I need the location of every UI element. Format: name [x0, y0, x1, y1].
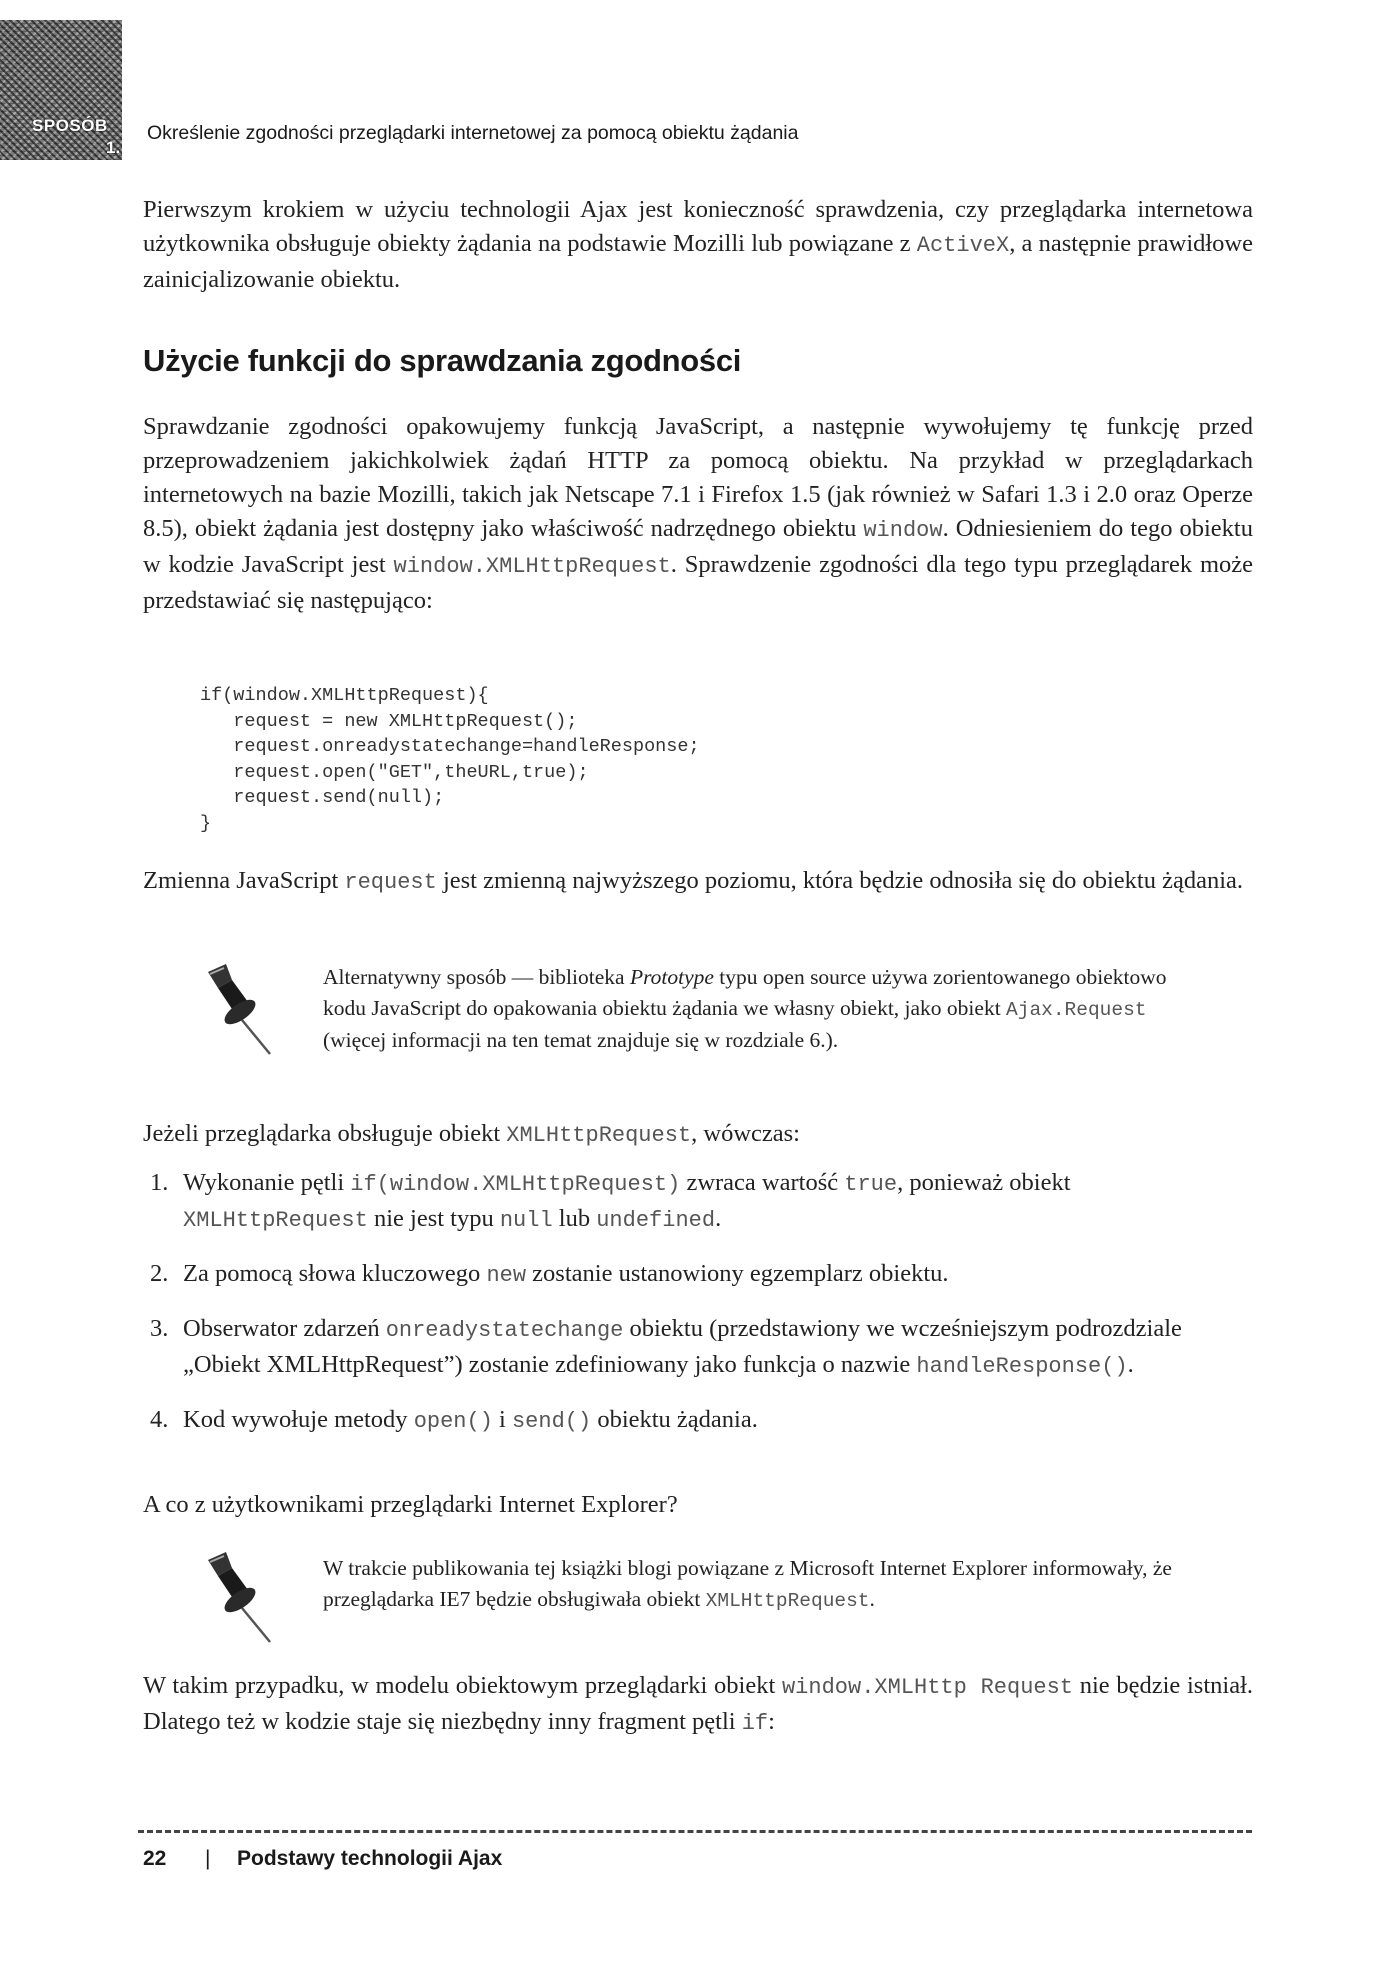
pushpin-icon [196, 1550, 276, 1646]
list-item: 2. Za pomocą słowa kluczowego new zostanie ustanowiony egzemplarz obiektu. [150, 1260, 949, 1288]
list-item: 3. Obserwator zdarzeń onreadystatechange obiektu (przedstawiony we wcześniejszym podrozdziale „Obiekt XMLHttpRequest”) zostanie zdefiniowany jako funkcja o nazwie handleResponse(). [150, 1315, 1182, 1379]
steps-list [150, 1166, 1254, 1458]
compatibility-paragraph: Sprawdzanie zgodności opakowujemy funkcją JavaScript, a następnie wywołujemy tę funkcję przed przeprowadzeniem jakichkolwiek żądań HTTP za pomocą obiektu. Na przykład w przeglądarkach internetowych na bazie Mozilli, takich jak Netscape 7.1 i Firefox 1.5 (jak również w Safari 1.3 i 2.0 oraz Operze 8.5), obiekt żądania jest dostępny jako właściwość nadrzędnego obiektu window. Odniesieniem do tego obiektu w kodzie JavaScript jest window.XMLHttpRequest. Sprawdzenie zgodności dla tego typu przeglądarek może przedstawiać się następująco: [143, 413, 1253, 614]
badge-number: 1. [106, 138, 121, 157]
footer-divider [138, 1830, 1252, 1833]
book-title: Podstawy technologii Ajax [237, 1847, 503, 1870]
supports-paragraph: Jeżeli przeglądarka obsługuje obiekt XMLHttpRequest, wówczas: [143, 1120, 800, 1148]
list-item: 1. Wykonanie pętli if(window.XMLHttpRequest) zwraca wartość true, ponieważ obiekt XMLHttpRequest nie jest typu null lub undefined. [150, 1169, 1071, 1233]
pushpin-icon [196, 962, 276, 1058]
intro-paragraph: Pierwszym krokiem w użyciu technologii Ajax jest konieczność sprawdzenia, czy przeglądarka internetowa użytkownika obsługuje obiekty żądania na podstawie Mozilli lub powiązane z ActiveX, a następnie prawidłowe zainicjalizowanie obiektu. [143, 196, 1253, 293]
list-item: 4. Kod wywołuje metody open() i send() obiektu żądania. [150, 1406, 758, 1434]
section-heading: Użycie funkcji do sprawdzania zgodności [143, 343, 742, 378]
footer-separator: | [205, 1847, 211, 1870]
badge-label: SPOSÓB [32, 116, 108, 135]
ie-object-paragraph: W takim przypadku, w modelu obiektowym przeglądarki obiekt window.XMLHttp Request nie będzie istniał. Dlatego też w kodzie staje się niezbędny inny fragment pętli if: [143, 1672, 1253, 1736]
ie7-note: W trakcie publikowania tej książki blogi powiązane z Microsoft Internet Explorer informowały, że przeglądarka IE7 będzie obsługiwała obiekt XMLHttpRequest. [323, 1556, 1172, 1612]
page-number: 22 [143, 1847, 167, 1870]
request-variable-paragraph: Zmienna JavaScript request jest zmienną najwyższego poziomu, która będzie odnosiła się do obiektu żądania. [143, 867, 1244, 895]
prototype-note: Alternatywny sposób — biblioteka Prototype typu open source używa zorientowanego obiektowo kodu JavaScript do opakowania obiektu żądania we własny obiekt, jako obiekt Ajax.Request (więcej informacji na ten temat znajduje się w rozdziale 6.). [323, 965, 1167, 1052]
running-header: Określenie zgodności przeglądarki internetowej za pomocą obiektu żądania [147, 122, 799, 144]
ie-question-paragraph: A co z użytkownikami przeglądarki Internet Explorer? [143, 1491, 678, 1518]
code-listing: if(window.XMLHttpRequest){ request = new XMLHttpRequest(); request.onreadystatechange=handleResponse; request.open("GET",theURL,true); request.send(null); } [200, 685, 700, 834]
section-badge [0, 20, 122, 160]
